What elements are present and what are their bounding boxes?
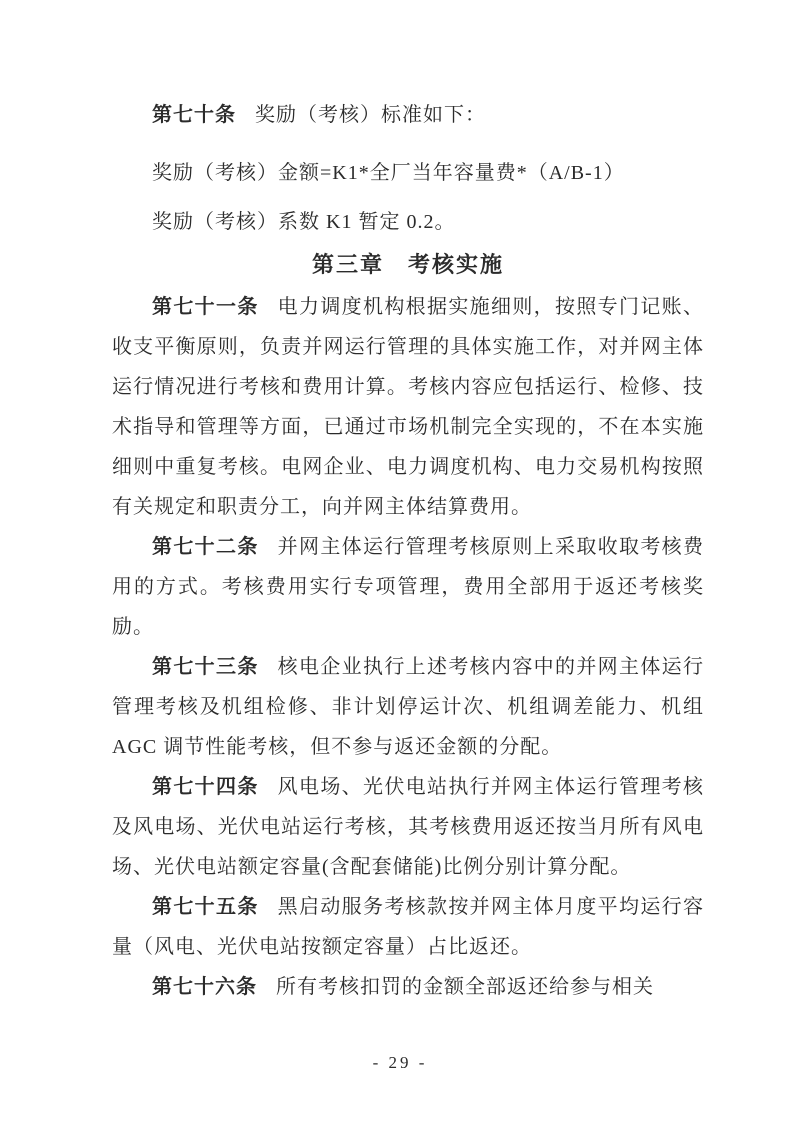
article-76-text: 所有考核扣罚的金额全部返还给参与相关: [276, 976, 654, 998]
article-72-paragraph: [112, 527, 704, 647]
formula-k1-coefficient-text: 奖励（考核）系数 K1 暂定 0.2。: [152, 211, 456, 233]
article-74-number: 第七十四条: [152, 776, 259, 798]
article-71-text: 电力调度机构根据实施细则，按照专门记账、收支平衡原则，负责并网运行管理的具体实施工作，对并网主体运行情况进行考核和费用计算。考核内容应包括运行、检修、技术指导和管理等方面，已通过市场机制完全实现的，不在本实施细则中重复考核。电网企业、电力调度机构、电力交易机构按照有关规定和职责分工，向并网主体结算费用。: [112, 296, 705, 518]
article-70-paragraph: [112, 95, 704, 135]
article-76-number: 第七十六条: [152, 976, 257, 998]
article-75-text: 黑启动服务考核款按并网主体月度平均运行容量（风电、光伏电站按额定容量）占比返还。: [112, 896, 705, 958]
chapter-3-heading: 第三章 考核实施: [311, 252, 504, 277]
article-75-paragraph: [112, 887, 704, 967]
article-72-text: 并网主体运行管理考核原则上采取收取考核费用的方式。考核费用实行专项管理，费用全部用于返还考核奖励。: [112, 536, 705, 638]
formula-award-amount: [112, 153, 704, 193]
article-70-text: 奖励（考核）标准如下：: [255, 104, 486, 126]
article-73-paragraph: [112, 647, 704, 767]
article-71-number: 第七十一条: [152, 296, 259, 318]
article-70-number: 第七十条: [152, 104, 236, 126]
article-73-number: 第七十三条: [152, 656, 259, 678]
article-74-paragraph: [112, 767, 704, 887]
article-74-text: 风电场、光伏电站执行并网主体运行管理考核及风电场、光伏电站运行考核，其考核费用返还按当月所有风电场、光伏电站额定容量(含配套储能)比例分别计算分配。: [112, 776, 705, 878]
page-number: - 29 -: [372, 1053, 428, 1072]
formula-award-amount-text: 奖励（考核）金额=K1*全厂当年容量费*（A/B-1）: [152, 162, 625, 184]
article-73-text: 核电企业执行上述考核内容中的并网主体运行管理考核及机组检修、非计划停运计次、机组调差能力、机组 AGC 调节性能考核，但不参与返还金额的分配。: [112, 656, 705, 758]
article-76-paragraph: [112, 967, 704, 1007]
article-72-number: 第七十二条: [152, 536, 259, 558]
article-71-paragraph: [112, 287, 704, 527]
formula-k1-coefficient: [112, 202, 704, 242]
article-75-number: 第七十五条: [152, 896, 259, 918]
